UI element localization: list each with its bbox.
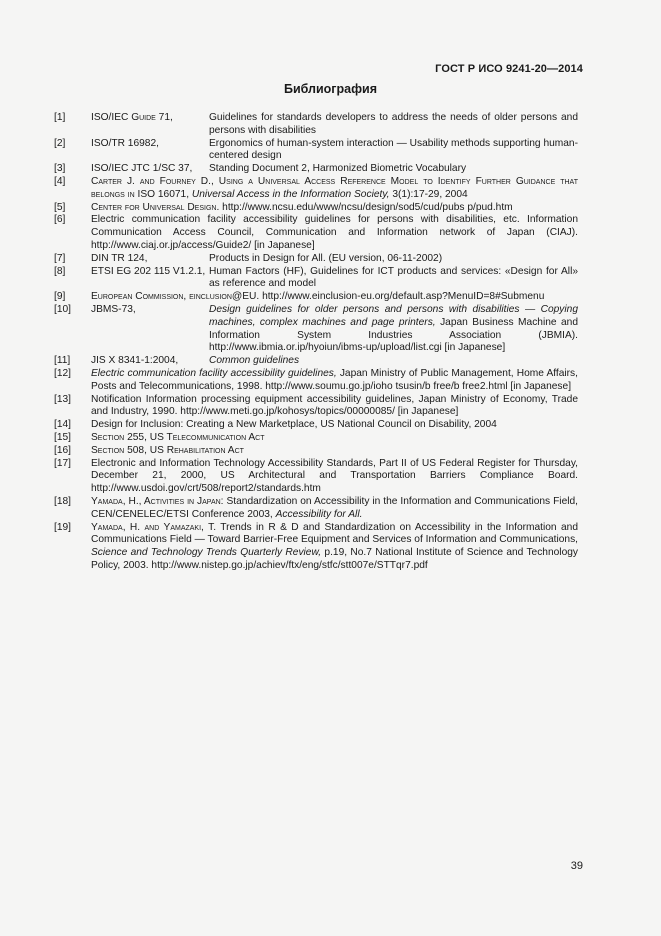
ref-authors: Yamada, H. and Yamazaki, [91, 521, 204, 533]
ref-title: Accessibility for All. [275, 508, 363, 520]
ref-number: [10] [54, 303, 71, 315]
ref-text: Guidelines for standards developers to address the needs of older persons and persons with disabilities [209, 112, 578, 136]
ref-text: Human Factors (HF), Guidelines for ICT products and services: «Design for All» as reference and model [209, 265, 578, 290]
ref-code: DIN TR 124, [91, 252, 148, 264]
ref-number: [12] [54, 367, 71, 379]
ref-authors: European Commission, einclusion@EU. [91, 291, 260, 303]
ref-title: Design guidelines for older persons and persons with disabilities — Copying machines, complex machines and page printers, [209, 303, 578, 328]
ref-number: [11] [54, 355, 71, 367]
ref-text: Design for Inclusion: Creating a New Marketplace, US National Council on Disability, 2004 [91, 419, 497, 431]
ref-journal: Universal Access in the Information Society, [191, 188, 390, 200]
ref-text: Notification Information processing equipment accessibility guidelines, Japan Ministry of Economy, Trade and Industry, 1990. http://www.meti.go.jp/kohosys/topics/00000085/ [in Japanese] [91, 393, 578, 418]
list-item [54, 419, 578, 432]
ref-number: [19] [54, 521, 71, 533]
ref-number: [18] [54, 495, 71, 507]
ref-number: [8] [54, 265, 66, 277]
list-item [54, 304, 578, 355]
ref-code: ETSI EG 202 115 V1.2.1, [91, 265, 206, 277]
ref-number: [5] [54, 201, 66, 213]
list-item [54, 112, 578, 138]
ref-text: T. Trends in R & D and Standardization on Accessibility in the Information and Communications Field — Toward Barrier-Free Equipment and Services of Information and Communications, [91, 521, 578, 546]
standard-code: ГОСТ Р ИСО 9241-20—2014 [435, 63, 583, 75]
ref-number: [3] [54, 163, 66, 175]
list-item [54, 432, 578, 445]
ref-text: Japan Ministry of Public Management, Home Affairs, Posts and Telecommunications, 1998. http://www.soumu.go.jp/ioho tsusin/b free/b free2.html [in Japanese] [91, 367, 578, 392]
ref-text: http://www.ncsu.edu/www/ncsu/design/sod5/cud/pubs p/pud.htm [222, 201, 513, 213]
list-item [54, 522, 578, 573]
list-item [54, 496, 578, 522]
list-item [54, 458, 578, 496]
bibliography-list [54, 112, 578, 573]
ref-number: [15] [54, 431, 71, 443]
ref-number: [16] [54, 444, 71, 456]
ref-text: Electronic and Information Technology Accessibility Standards, Part II of US Federal Register for Thursday, December 21, 2000, US Architectural and Transportation Barriers Compliance Board. http://www.usdoi.gov/crt/508/report2/standards.htm [91, 457, 578, 495]
ref-code: JIS X 8341-1:2004, [91, 355, 179, 367]
ref-text: Electric communication facility accessibility guidelines for persons with disabilities, etc. Information Communication Access Council, Communication and Information network of Japan (CIAJ). http://www.ciaj.or.jp/access/Guide2/ [in Japanese] [91, 214, 578, 251]
ref-number: [4] [54, 175, 66, 187]
list-item [54, 368, 578, 394]
page-title: Библиография [283, 82, 378, 96]
ref-number: [1] [54, 112, 66, 123]
ref-number: [7] [54, 252, 66, 264]
list-item [54, 202, 578, 215]
ref-number: [2] [54, 137, 66, 149]
list-item [54, 394, 578, 420]
list-item [54, 253, 578, 266]
ref-authors: Yamada, H., Activities in Japan: [91, 495, 224, 507]
ref-code: JBMS-73, [91, 303, 136, 315]
ref-number: [14] [54, 419, 71, 431]
list-item [54, 214, 578, 252]
ref-text: 3(1):17-29, 2004 [392, 188, 468, 200]
list-item [54, 138, 578, 164]
ref-code: ISO/IEC Guide 71, [91, 112, 173, 123]
ref-code: ISO/TR 16982, [91, 137, 159, 149]
ref-number: [13] [54, 393, 71, 405]
list-item [54, 355, 578, 368]
ref-title: Electric communication facility accessibility guidelines, [91, 367, 337, 379]
ref-authors: Center for Universal Design. [91, 201, 220, 213]
ref-text: p.19, No.7 National Institute of Science and Technology Policy, 2003. http://www.nistep.go.jp/achiev/ftx/eng/stfc/stt007e/STTqr7.pdf [91, 547, 578, 571]
ref-text: Section 508, US Rehabilitation Act [91, 444, 244, 456]
ref-text: Standardization on Accessibility in the Information and Communications Field, CEN/CENELEC/ETSI Conference 2003, [91, 495, 578, 520]
ref-text: Ergonomics of human-system interaction — Usability methods supporting human-centered design [209, 137, 578, 162]
list-item [54, 291, 578, 304]
ref-journal: Science and Technology Trends Quarterly Review, [91, 547, 322, 559]
list-item [54, 445, 578, 458]
list-item [54, 266, 578, 292]
ref-number: [6] [54, 214, 66, 226]
list-item [54, 176, 578, 202]
page-number: 39 [570, 860, 583, 872]
ref-text: http://www.einclusion-eu.org/default.asp?MenuID=8#Submenu [262, 291, 545, 303]
list-item [54, 163, 578, 176]
ref-text: Standing Document 2, Harmonized Biometric Vocabulary [209, 163, 467, 175]
ref-text: Section 255, US Telecommunication Act [91, 431, 265, 443]
ref-text: Japan Business Machine and Information System Industries Association (JBMIA). http://www.ibmia.or.ip/hyoiun/ibms-up/upload/list.cgi [in Japanese] [209, 316, 578, 354]
ref-number: [9] [54, 291, 66, 303]
ref-title: Common guidelines [209, 355, 300, 367]
ref-code: ISO/IEC JTC 1/SC 37, [91, 163, 193, 175]
ref-authors: Carter J. and Fourney D., Using a Universal Access Reference Model to Identify Further Guidance that belongs in ISO 16071, [91, 175, 578, 200]
ref-text: Products in Design for All. (EU version, 06-11-2002) [209, 252, 443, 264]
ref-number: [17] [54, 457, 71, 469]
